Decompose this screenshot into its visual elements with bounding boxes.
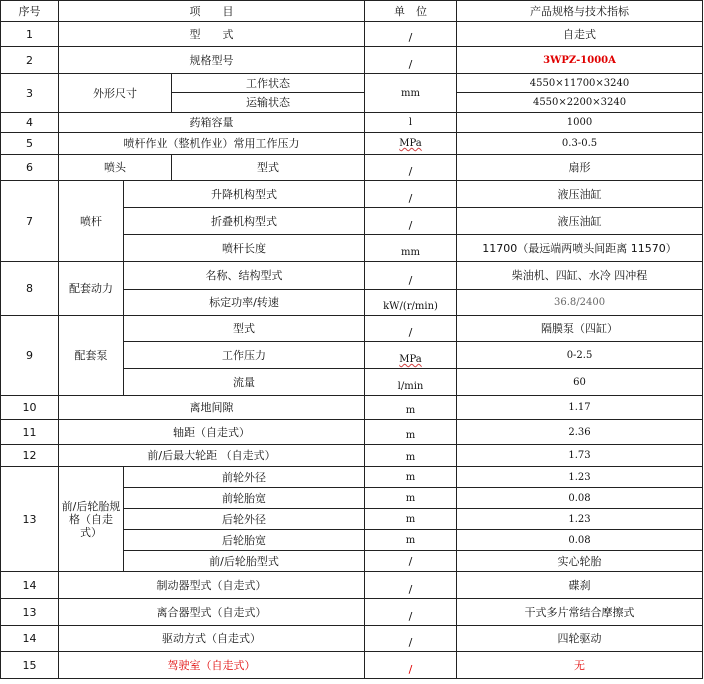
row-unit: m: [365, 420, 457, 445]
row-spec: 实心轮胎: [457, 551, 703, 572]
row-item: 前/后最大轮距 （自走式）: [59, 445, 365, 467]
row-item: 型式: [124, 316, 365, 342]
row-item: 升降机构型式: [124, 181, 365, 208]
row-item: 药箱容量: [59, 113, 365, 133]
row-spec: 4550×11700×3240: [457, 74, 703, 93]
row-item: 前/后轮胎型式: [124, 551, 365, 572]
row-no: 14: [1, 572, 59, 599]
row-unit: /: [365, 652, 457, 679]
row-unit: /: [365, 47, 457, 74]
row-no: 11: [1, 420, 59, 445]
row-unit: /: [365, 626, 457, 652]
row-spec: 0.08: [457, 488, 703, 509]
row-unit: m: [365, 445, 457, 467]
row-unit: m: [365, 396, 457, 420]
row-unit: /: [365, 181, 457, 208]
row-spec-model: 3WPZ-1000A: [457, 47, 703, 74]
table-row: [1, 22, 703, 47]
row-group: 喷杆: [59, 181, 124, 262]
row-group: 外形尺寸: [59, 74, 172, 113]
row-item: 后轮胎宽: [124, 530, 365, 551]
row-item: 型式: [172, 155, 365, 181]
row-unit: l: [365, 113, 457, 133]
row-no: 8: [1, 262, 59, 316]
row-unit: m: [365, 530, 457, 551]
row-spec: 0.08: [457, 530, 703, 551]
row-no: 7: [1, 181, 59, 262]
table-row: [1, 155, 703, 181]
row-unit: /: [365, 22, 457, 47]
row-unit: /: [365, 262, 457, 290]
table-row: [1, 113, 703, 133]
row-no: 9: [1, 316, 59, 396]
row-item: 折叠机构型式: [124, 208, 365, 235]
row-item: 规格型号: [59, 47, 365, 74]
row-spec: 自走式: [457, 22, 703, 47]
table-row: [1, 420, 703, 445]
row-unit: /: [365, 599, 457, 626]
row-unit: MPa: [399, 354, 422, 365]
table-row: [1, 626, 703, 652]
row-unit: m: [365, 488, 457, 509]
row-item: 离地间隙: [59, 396, 365, 420]
row-spec: 0.3-0.5: [457, 133, 703, 155]
row-unit: mm: [365, 74, 457, 113]
row-no: 10: [1, 396, 59, 420]
row-item: 前轮外径: [124, 467, 365, 488]
row-unit: kW/(r/min): [365, 290, 457, 316]
row-item: 流量: [124, 369, 365, 396]
row-item: 工作压力: [124, 342, 365, 369]
table-row: [1, 316, 703, 342]
row-item: 运输状态: [172, 93, 365, 113]
row-unit-cell: [365, 342, 457, 369]
row-no: 14: [1, 626, 59, 652]
row-spec: 干式多片常结合摩擦式: [457, 599, 703, 626]
row-spec: 36.8/2400: [457, 290, 703, 316]
row-no: 13: [1, 467, 59, 572]
row-item: 制动器型式（自走式）: [59, 572, 365, 599]
row-unit: l/min: [365, 369, 457, 396]
row-no: 5: [1, 133, 59, 155]
row-spec: 11700（最远端两喷头间距离 11570）: [457, 235, 703, 262]
table-row: [1, 572, 703, 599]
row-no: 3: [1, 74, 59, 113]
table-row: [1, 467, 703, 488]
row-spec: 1.23: [457, 509, 703, 530]
table-row: [1, 599, 703, 626]
row-item: 轴距（自走式）: [59, 420, 365, 445]
row-item: 驱动方式（自走式）: [59, 626, 365, 652]
row-unit: mm: [365, 235, 457, 262]
row-unit: m: [365, 467, 457, 488]
row-item: 型 式: [59, 22, 365, 47]
table-row: [1, 47, 703, 74]
row-item: 标定功率/转速: [124, 290, 365, 316]
row-spec: 隔膜泵（四缸）: [457, 316, 703, 342]
row-no: 15: [1, 652, 59, 679]
row-unit-cell: [365, 133, 457, 155]
row-spec: 1000: [457, 113, 703, 133]
row-no: 1: [1, 22, 59, 47]
row-unit: /: [365, 316, 457, 342]
header-unit: 单 位: [365, 1, 457, 22]
row-unit: MPa: [399, 138, 422, 149]
row-group: 配套泵: [59, 316, 124, 396]
row-item: 喷杆长度: [124, 235, 365, 262]
header-item: 项 目: [59, 1, 365, 22]
row-unit: /: [365, 572, 457, 599]
row-spec: 4550×2200×3240: [457, 93, 703, 113]
row-group: 喷头: [59, 155, 172, 181]
row-spec: 1.23: [457, 467, 703, 488]
row-item: 前轮胎宽: [124, 488, 365, 509]
table-row: [1, 181, 703, 208]
row-spec: 液压油缸: [457, 208, 703, 235]
row-unit: m: [365, 509, 457, 530]
row-spec: 60: [457, 369, 703, 396]
row-item: 驾驶室（自走式）: [59, 652, 365, 679]
row-group: 配套动力: [59, 262, 124, 316]
row-no: 13: [1, 599, 59, 626]
table-row: [1, 74, 703, 93]
table-row: [1, 396, 703, 420]
row-item: 名称、结构型式: [124, 262, 365, 290]
row-no: 12: [1, 445, 59, 467]
row-group: 前/后轮胎规格（自走式）: [59, 467, 124, 572]
header-spec: 产品规格与技术指标: [457, 1, 703, 22]
row-spec: 碟刹: [457, 572, 703, 599]
row-unit: /: [365, 551, 457, 572]
row-spec: 柴油机、四缸、水冷 四冲程: [457, 262, 703, 290]
row-item: 后轮外径: [124, 509, 365, 530]
row-spec: 0-2.5: [457, 342, 703, 369]
row-unit: /: [365, 155, 457, 181]
table-row: [1, 262, 703, 290]
row-spec: 扇形: [457, 155, 703, 181]
header-no: 序号: [1, 1, 59, 22]
row-spec: 无: [457, 652, 703, 679]
row-spec: 1.73: [457, 445, 703, 467]
table-row: [1, 133, 703, 155]
row-spec: 四轮驱动: [457, 626, 703, 652]
row-no: 2: [1, 47, 59, 74]
row-spec: 液压油缸: [457, 181, 703, 208]
row-item: 离合器型式（自走式）: [59, 599, 365, 626]
table-header-row: [1, 1, 703, 22]
row-no: 6: [1, 155, 59, 181]
table-row: [1, 652, 703, 679]
row-spec: 1.17: [457, 396, 703, 420]
table-row: [1, 445, 703, 467]
row-no: 4: [1, 113, 59, 133]
row-item: 喷杆作业（整机作业）常用工作压力: [59, 133, 365, 155]
row-spec: 2.36: [457, 420, 703, 445]
row-item: 工作状态: [172, 74, 365, 93]
row-unit: /: [365, 208, 457, 235]
